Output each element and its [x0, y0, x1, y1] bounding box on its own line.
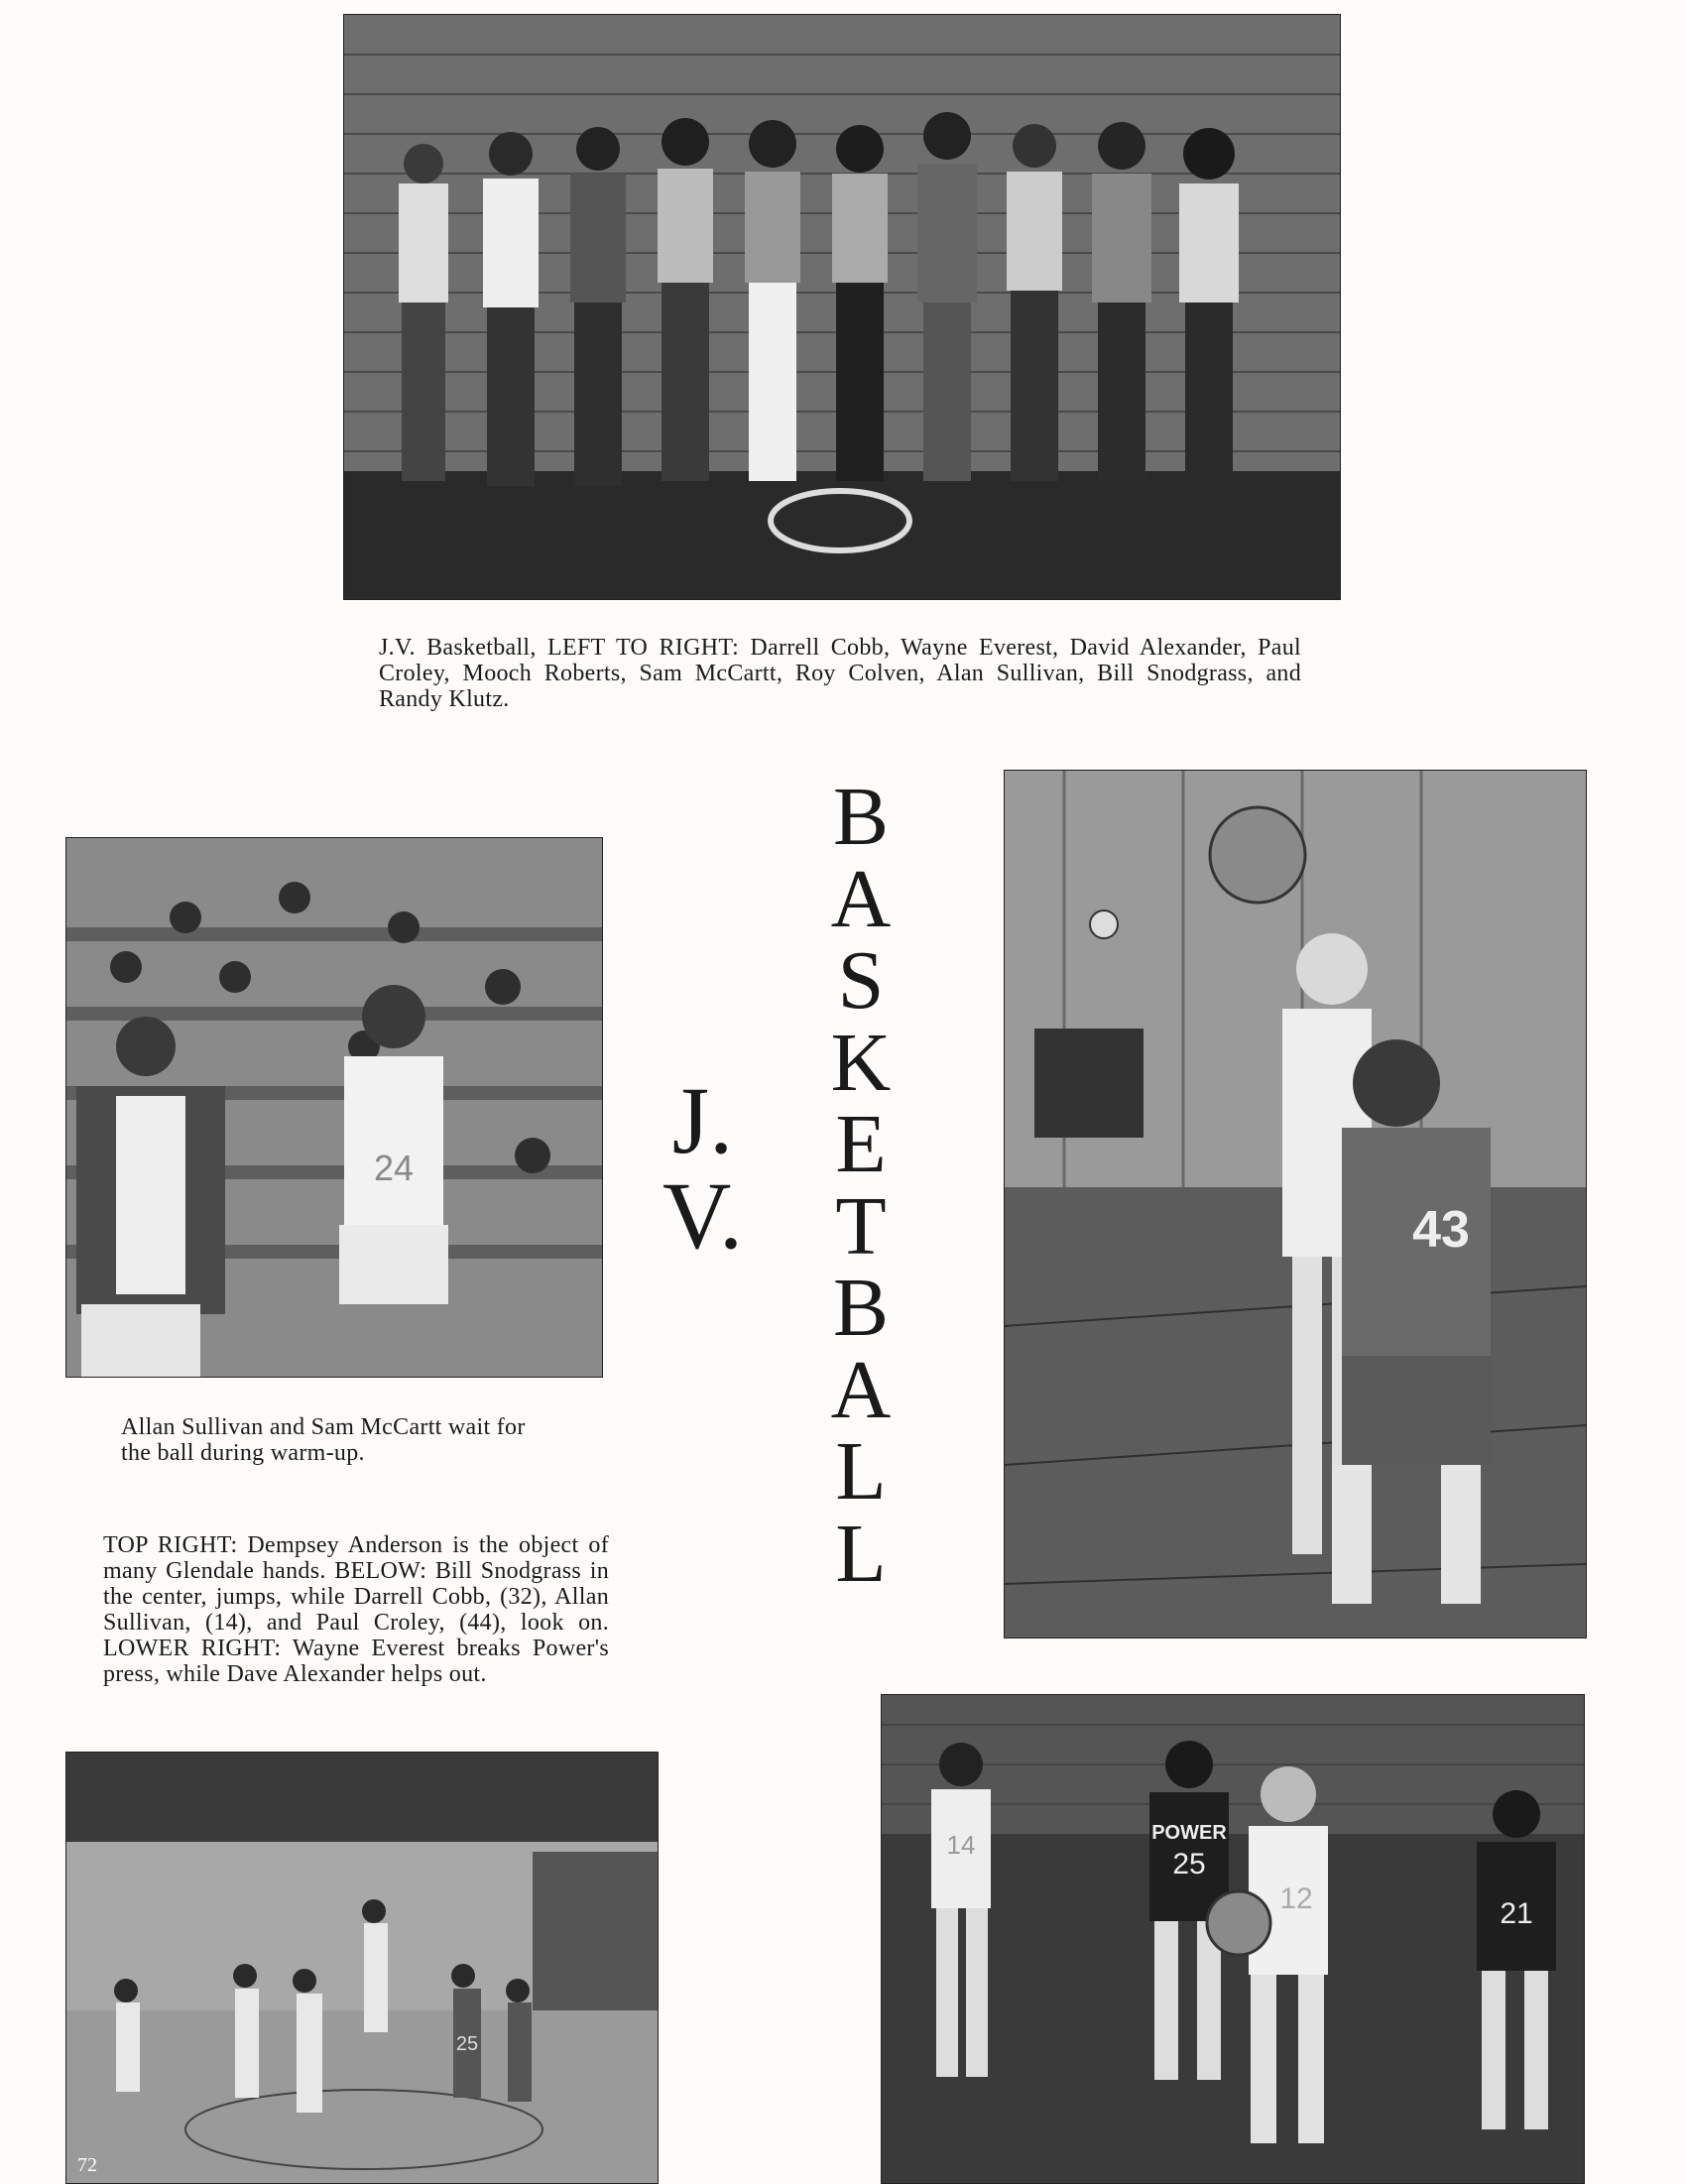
title-letter: B: [832, 1262, 890, 1354]
title-letter: T: [835, 1179, 887, 1273]
warm-up-photo-caption: Allan Sullivan and Sam McCartt wait for the ball during warm-up.: [121, 1414, 526, 1466]
title-letter: L: [835, 1507, 887, 1600]
jv-title: [662, 1067, 743, 1269]
jersey-number-25: 25: [1172, 1848, 1206, 1881]
jersey-number-21: 21: [1500, 1897, 1533, 1930]
page-number: 72: [77, 2154, 97, 2176]
title-letter: L: [835, 1425, 887, 1517]
jv-title-v: V.: [662, 1162, 743, 1269]
team-photo-caption: J.V. Basketball, LEFT TO RIGHT: Darrell Cobb, Wayne Everest, David Alexander, Paul Croley, Mooch Roberts, Sam McCartt, Roy Colven, Alan Sullivan, Bill Snodgrass, and Randy Klutz.: [379, 635, 1301, 712]
game-action-photo-bottom-left: [65, 1752, 659, 2184]
photo-descriptions: TOP RIGHT: Dempsey Anderson is the object of many Glendale hands. BELOW: Bill Snodgrass in the center, jumps, while Darrell Cobb, (32), Allan Sullivan, (14), and Paul Croley, (44), look on. LOWER RIGHT: Wayne Everest breaks Power's press, while Dave Alexander helps out.: [103, 1532, 609, 1687]
game-action-photo-bottom-right: [881, 1694, 1585, 2184]
power-team-text: POWER: [1151, 1822, 1227, 1844]
jersey-number-25: 25: [455, 2033, 479, 2055]
title-letter: K: [830, 1016, 892, 1109]
jersey-number-12: 12: [1279, 1882, 1313, 1915]
warm-up-photo: [65, 837, 603, 1378]
title-letter: A: [830, 852, 892, 945]
title-letter: A: [830, 1343, 892, 1436]
basketball-title: [821, 771, 901, 1600]
team-photo: [343, 14, 1341, 600]
title-letter: B: [832, 771, 890, 863]
title-letter: E: [835, 1098, 887, 1190]
title-letter: S: [837, 934, 885, 1027]
jersey-number-14: 14: [946, 1830, 976, 1860]
jersey-number-43: 43: [1412, 1201, 1470, 1259]
jersey-number-24: 24: [373, 1148, 415, 1188]
jv-title-j: J.: [671, 1067, 734, 1173]
game-action-photo-top-right: [1004, 770, 1587, 1638]
